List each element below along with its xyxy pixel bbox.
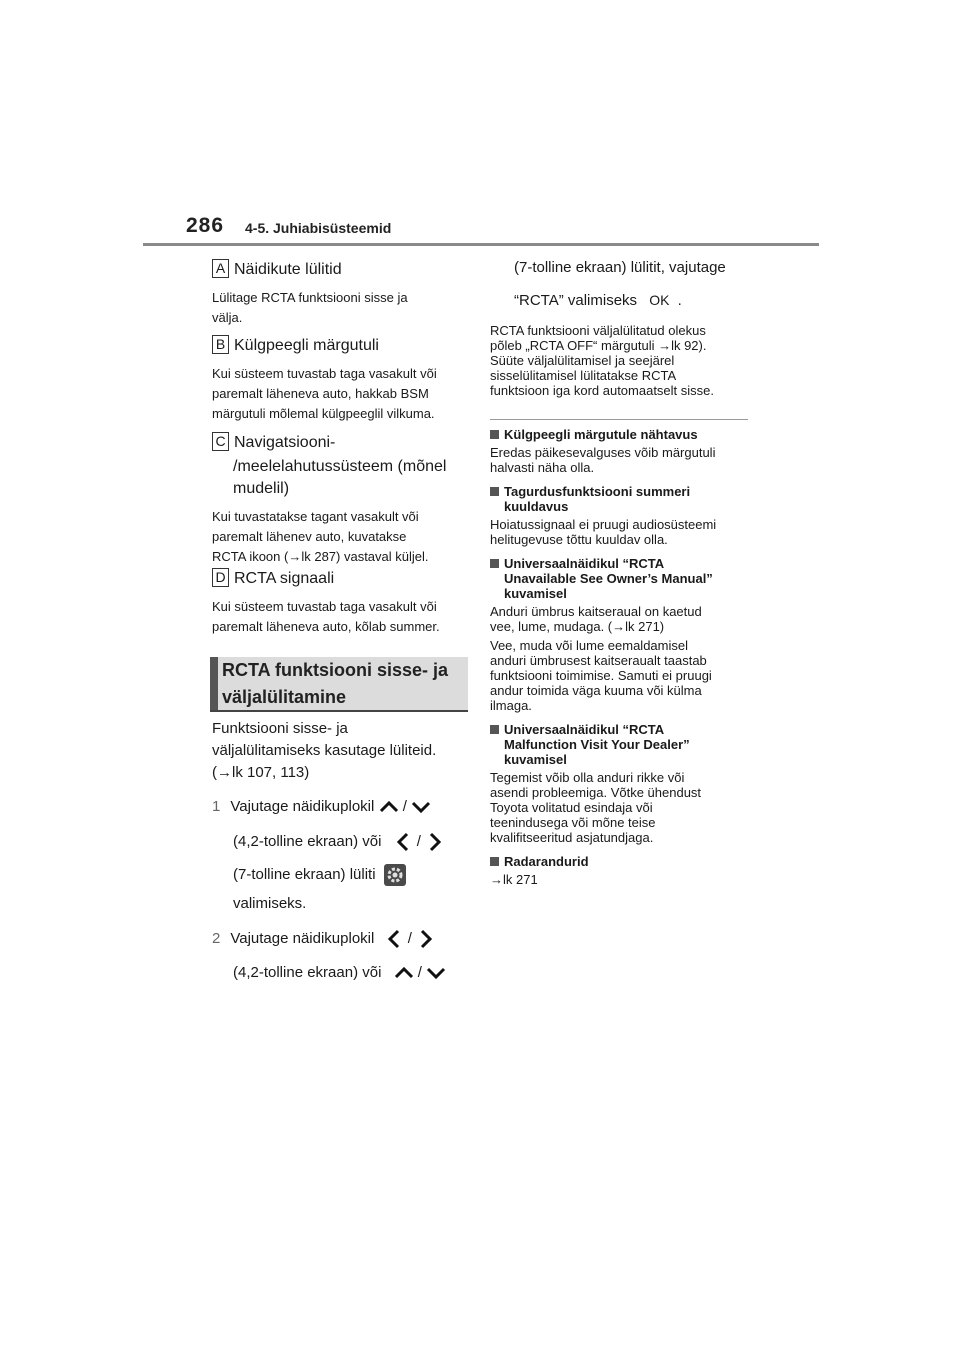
- item-b-desc-2: paremalt läheneva auto, hakkab BSM: [212, 386, 429, 401]
- item-c-desc-2: paremalt lähenev auto, kuvatakse: [212, 529, 407, 544]
- item-a-desc-2: välja.: [212, 310, 243, 325]
- chevron-left-icon: [396, 832, 410, 852]
- item-d-title: RCTA signaali: [234, 570, 335, 587]
- page-number: 286: [186, 214, 225, 237]
- note-3-text-2: [490, 638, 755, 713]
- step-2-text-d: “RCTA” valimiseks: [514, 292, 638, 309]
- label-c: C: [212, 432, 229, 451]
- item-a: [212, 259, 472, 328]
- item-b-title: Külgpeegli märgutuli: [234, 337, 379, 354]
- note-2-head: [490, 484, 755, 499]
- step-1-text-d: valimiseks.: [233, 895, 307, 912]
- chevron-down-icon: [426, 966, 446, 980]
- note-4-head-2: Malfunction Visit Your Dealer”: [504, 737, 690, 752]
- item-b: [212, 335, 477, 424]
- chevron-down-icon: [411, 800, 431, 814]
- note-3b-line-3: funktsiooni toimimise. Samuti ei pruugi: [490, 668, 712, 683]
- item-c-title-1: Navigatsiooni-: [234, 434, 336, 451]
- section-title: 4-5. Juhiabisüsteemid: [245, 220, 392, 236]
- label-a: A: [212, 259, 229, 278]
- intro-line-2: väljalülitamiseks kasutage lüliteid.: [212, 742, 437, 759]
- section-heading-line-1: RCTA funktsiooni sisse- ja: [222, 660, 449, 680]
- step-2-text-b: (4,2-tolline ekraan) või: [233, 964, 382, 981]
- item-c: [212, 432, 472, 567]
- notes: [490, 427, 755, 887]
- note-4-head-3: kuvamisel: [504, 752, 567, 767]
- para-line-4: sisselülitamisel lülitatakse RCTA: [490, 368, 677, 383]
- note-2-head-1: Tagurdusfunktsiooni summeri: [504, 484, 691, 499]
- item-b-desc-1: Kui süsteem tuvastab taga vasakult või: [212, 366, 437, 381]
- square-bullet-icon: [490, 487, 499, 496]
- step-2-line-2: [233, 962, 446, 984]
- note-4-line-4: teenindusega või mõne teise: [490, 815, 656, 830]
- slash: /: [407, 930, 412, 947]
- note-3-head: [490, 556, 755, 571]
- note-1-line-2: halvasti näha olla.: [490, 460, 595, 475]
- square-bullet-icon: [490, 559, 499, 568]
- step-2-text-c: (7-tolline ekraan) lülitit, vajutage: [514, 259, 726, 276]
- note-3-head-1: Universaalnäidikul “RCTA: [504, 556, 665, 571]
- item-d-desc-1: Kui süsteem tuvastab taga vasakult või: [212, 599, 437, 614]
- para-line-5: funktsioon iga kord automaatselt sisse.: [490, 383, 715, 398]
- intro-line-3: (→lk 107, 113): [212, 764, 310, 781]
- note-4-line-5: kvalifitseeritud asjatundjaga.: [490, 830, 654, 845]
- section-heading: [222, 657, 462, 711]
- note-1-head: [490, 427, 755, 442]
- item-a-title: Näidikute lülitid: [234, 261, 342, 278]
- note-2-text: [490, 517, 755, 547]
- item-b-desc-3: märgutuli mõlemal külgpeeglil vilkuma.: [212, 406, 435, 421]
- note-4-line-3: Toyota volitatud esindaja või: [490, 800, 653, 815]
- square-bullet-icon: [490, 430, 499, 439]
- note-3b-line-2: anduri ümbrusest kaitseraualt taastab: [490, 653, 707, 668]
- note-4-head: [490, 722, 755, 737]
- note-3-line-1: Anduri ümbrus kaitseraual on kaetud: [490, 604, 702, 619]
- item-c-desc-3: RCTA ikoon (→lk 287) vastaval küljel.: [212, 549, 429, 564]
- square-bullet-icon: [490, 725, 499, 734]
- header-rule: [143, 243, 819, 246]
- settings-gear-icon: [384, 864, 406, 886]
- item-c-title-3: mudelil): [233, 480, 290, 497]
- chevron-left-icon: [387, 929, 401, 949]
- step-1-line-3: [233, 864, 406, 886]
- step-2-line-4: [514, 289, 682, 312]
- ok-button-glyph: OK: [649, 292, 670, 308]
- note-5-head-1: Radarandurid: [504, 854, 589, 869]
- period: .: [677, 292, 682, 309]
- note-1-line-1: Eredas päikesevalguses võib märgutuli: [490, 445, 716, 460]
- section-band-bar: [210, 657, 218, 711]
- note-3b-line-1: Vee, muda või lume eemaldamisel: [490, 638, 688, 653]
- step-1-number: 1: [212, 798, 221, 815]
- note-2-head-2: kuuldavus: [504, 499, 569, 514]
- note-2-line-2: helitugevuse tõttu kuuldav olla.: [490, 532, 668, 547]
- note-3b-line-5: ilmaga.: [490, 698, 532, 713]
- note-4-line-1: Tegemist võib olla anduri rikke või: [490, 770, 685, 785]
- chevron-right-icon: [428, 832, 442, 852]
- note-4-text: [490, 770, 755, 845]
- note-2-line-1: Hoiatussignaal ei pruugi audiosüsteemi: [490, 517, 717, 532]
- slash: /: [416, 833, 421, 850]
- step-2-number: 2: [212, 930, 221, 947]
- item-d: [212, 568, 477, 637]
- section-heading-line-2: väljalülitamine: [222, 687, 347, 707]
- rcta-off-paragraph: [490, 323, 755, 398]
- note-3-line-2: vee, lume, mudaga. (→lk 271): [490, 619, 665, 634]
- item-a-desc-1: Lülitage RCTA funktsiooni sisse ja: [212, 290, 408, 305]
- chevron-right-icon: [419, 929, 433, 949]
- intro: [212, 718, 472, 784]
- note-3b-line-4: andur toimida väga kuuma või külma: [490, 683, 702, 698]
- step-1-line-1: [212, 796, 477, 818]
- note-5-head: [490, 854, 755, 869]
- note-4-line-2: asendi probleemiga. Võtke ühendust: [490, 785, 702, 800]
- notes-divider: [490, 419, 748, 420]
- note-1-head-text: Külgpeegli märgutule nähtavus: [504, 427, 698, 442]
- note-3-text: [490, 604, 755, 634]
- chevron-up-icon: [394, 966, 414, 980]
- note-1-text: [490, 445, 755, 475]
- step-1-text-b: (4,2-tolline ekraan) või: [233, 833, 382, 850]
- step-1-line-2: [233, 831, 442, 853]
- para-line-2: põleb „RCTA OFF“ märgutuli →lk 92).: [490, 338, 707, 353]
- slash: /: [417, 964, 422, 981]
- label-b: B: [212, 335, 229, 354]
- item-c-desc-1: Kui tuvastatakse tagant vasakult või: [212, 509, 419, 524]
- intro-line-1: Funktsiooni sisse- ja: [212, 720, 348, 737]
- item-d-desc-2: paremalt läheneva auto, kõlab summer.: [212, 619, 440, 634]
- square-bullet-icon: [490, 857, 499, 866]
- para-line-3: Süüte väljalülitamisel ja seejärel: [490, 353, 675, 368]
- step-2-line-1: [212, 928, 433, 950]
- label-d: D: [212, 568, 229, 587]
- note-5-line-1: →lk 271: [490, 872, 538, 887]
- item-c-title-2: /meelelahutussüsteem (mõnel: [233, 458, 447, 475]
- chevron-up-icon: [379, 800, 399, 814]
- note-3-head-3: kuvamisel: [504, 586, 567, 601]
- step-1-text-a: Vajutage näidikuplokil: [230, 798, 375, 815]
- slash: /: [402, 798, 407, 815]
- note-4-head-1: Universaalnäidikul “RCTA: [504, 722, 665, 737]
- step-1-text-c: (7-tolline ekraan) lüliti: [233, 866, 376, 883]
- note-3-head-2: Unavailable See Owner’s Manual”: [504, 571, 713, 586]
- para-line-1: RCTA funktsiooni väljalülitatud olekus: [490, 323, 706, 338]
- step-2-text-a: Vajutage näidikuplokil: [230, 930, 375, 947]
